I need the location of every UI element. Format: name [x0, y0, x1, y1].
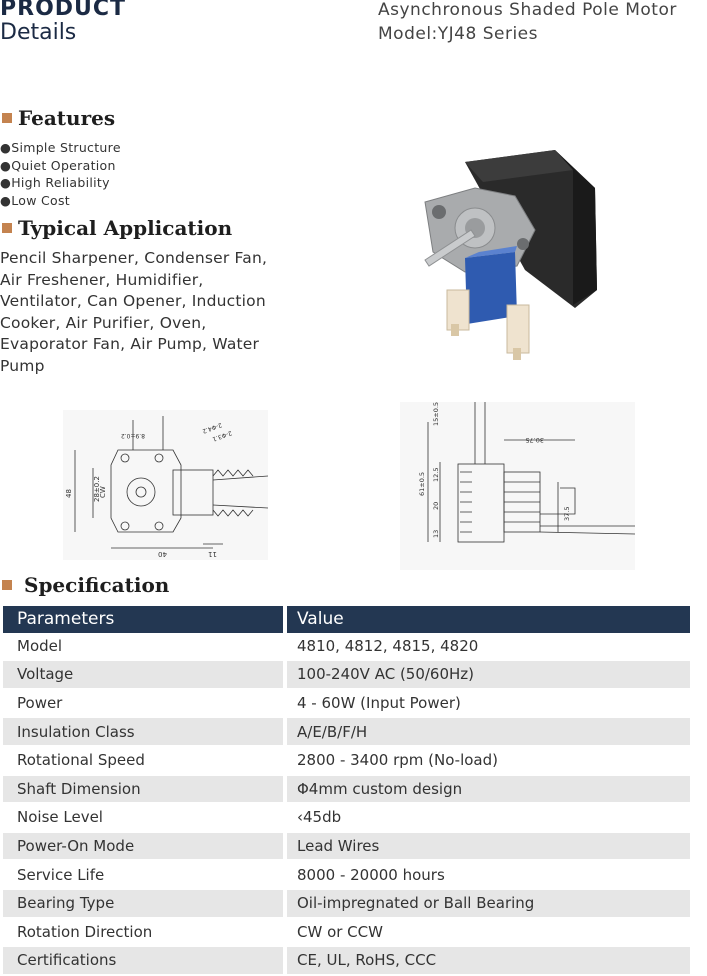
- brand-title-product: PRODUCT: [0, 0, 127, 21]
- feature-item: ●High Reliability: [0, 175, 110, 190]
- value-cell: CW or CCW: [287, 919, 690, 948]
- application-heading: Typical Application: [2, 216, 232, 240]
- param-cell: Power: [3, 690, 283, 719]
- param-cell: Bearing Type: [3, 890, 283, 919]
- square-bullet-icon: [2, 223, 12, 233]
- dim-28-label: 28±0.2: [93, 476, 101, 502]
- dim-12-label: 12.5: [432, 467, 440, 482]
- dim-cw-label: CW: [99, 486, 107, 498]
- dim-48-label: 48: [65, 489, 73, 498]
- param-cell: Service Life: [3, 861, 283, 890]
- dim-top-label: 2-Φ4.2: [201, 420, 223, 435]
- table-row: [3, 947, 690, 976]
- param-cell: Voltage: [3, 661, 283, 690]
- value-cell: A/E/B/F/H: [287, 718, 690, 747]
- value-cell: 4810, 4812, 4815, 4820: [287, 633, 690, 662]
- value-cell: 4 - 60W (Input Power): [287, 690, 690, 719]
- dim-61-label: 61±0.5: [418, 471, 426, 496]
- table-row: [3, 804, 690, 833]
- param-cell: Certifications: [3, 947, 283, 976]
- param-cell: Power-On Mode: [3, 833, 283, 862]
- features-heading: Features: [2, 106, 115, 130]
- param-cell: Noise Level: [3, 804, 283, 833]
- param-cell: Insulation Class: [3, 718, 283, 747]
- value-cell: 2800 - 3400 rpm (No-load): [287, 747, 690, 776]
- product-model: Model:YJ48 Series: [378, 24, 538, 44]
- dim-20-label: 20: [432, 501, 440, 510]
- feature-item: ●Quiet Operation: [0, 157, 116, 173]
- front-view-drawing: [63, 410, 268, 560]
- dim-13-label: 13: [432, 529, 440, 538]
- value-cell: CE, UL, RoHS, CCC: [287, 947, 690, 976]
- features-list: [0, 139, 121, 209]
- dim-40-label: 40: [158, 550, 167, 558]
- dim-top-label: 2-Φ3.1: [211, 428, 233, 443]
- table-row: [3, 747, 690, 776]
- value-cell: Oil-impregnated or Ball Bearing: [287, 890, 690, 919]
- square-bullet-icon: [2, 580, 12, 590]
- column-header-value: Value: [287, 606, 690, 633]
- value-cell: Φ4mm custom design: [287, 776, 690, 805]
- table-row: [3, 633, 690, 662]
- value-cell: ‹45db: [287, 804, 690, 833]
- dim-30-label: 30.75: [525, 436, 544, 444]
- dim-11-label: 11: [208, 550, 217, 558]
- dim-15-label: 15±0.5: [432, 402, 440, 426]
- table-row: [3, 890, 690, 919]
- param-cell: Shaft Dimension: [3, 776, 283, 805]
- table-row: [3, 861, 690, 890]
- table-row: [3, 661, 690, 690]
- table-row: [3, 690, 690, 719]
- value-cell: Lead Wires: [287, 833, 690, 862]
- param-cell: Rotation Direction: [3, 919, 283, 948]
- specification-table: [3, 606, 690, 976]
- value-cell: 100-240V AC (50/60Hz): [287, 661, 690, 690]
- param-cell: Model: [3, 633, 283, 662]
- feature-item: ●Simple Structure: [0, 140, 121, 155]
- application-text: Pencil Sharpener, Condenser Fan, Air Freshener, Humidifier, Ventilator, Can Opener, Induction Cooker, Air Purifier, Oven, Evaporator Fan, Air Pump, Water Pump: [0, 249, 268, 375]
- table-header-row: [3, 606, 690, 633]
- dim-37-label: 37.5: [563, 506, 571, 521]
- table-row: [3, 718, 690, 747]
- table-row: [3, 776, 690, 805]
- product-title: Asynchronous Shaded Pole Motor: [378, 0, 677, 20]
- param-cell: Rotational Speed: [3, 747, 283, 776]
- side-view-drawing: [400, 402, 635, 570]
- feature-item: ●Low Cost: [0, 192, 70, 208]
- column-header-parameters: Parameters: [3, 606, 283, 633]
- square-bullet-icon: [2, 113, 12, 123]
- specification-heading: Specification: [2, 573, 169, 597]
- brand-title-details: Details: [0, 20, 77, 45]
- motor-photo: [405, 140, 615, 365]
- table-row: [3, 833, 690, 862]
- value-cell: 8000 - 20000 hours: [287, 861, 690, 890]
- dim-top-label: 8.9±0.2: [120, 432, 145, 439]
- table-row: [3, 919, 690, 948]
